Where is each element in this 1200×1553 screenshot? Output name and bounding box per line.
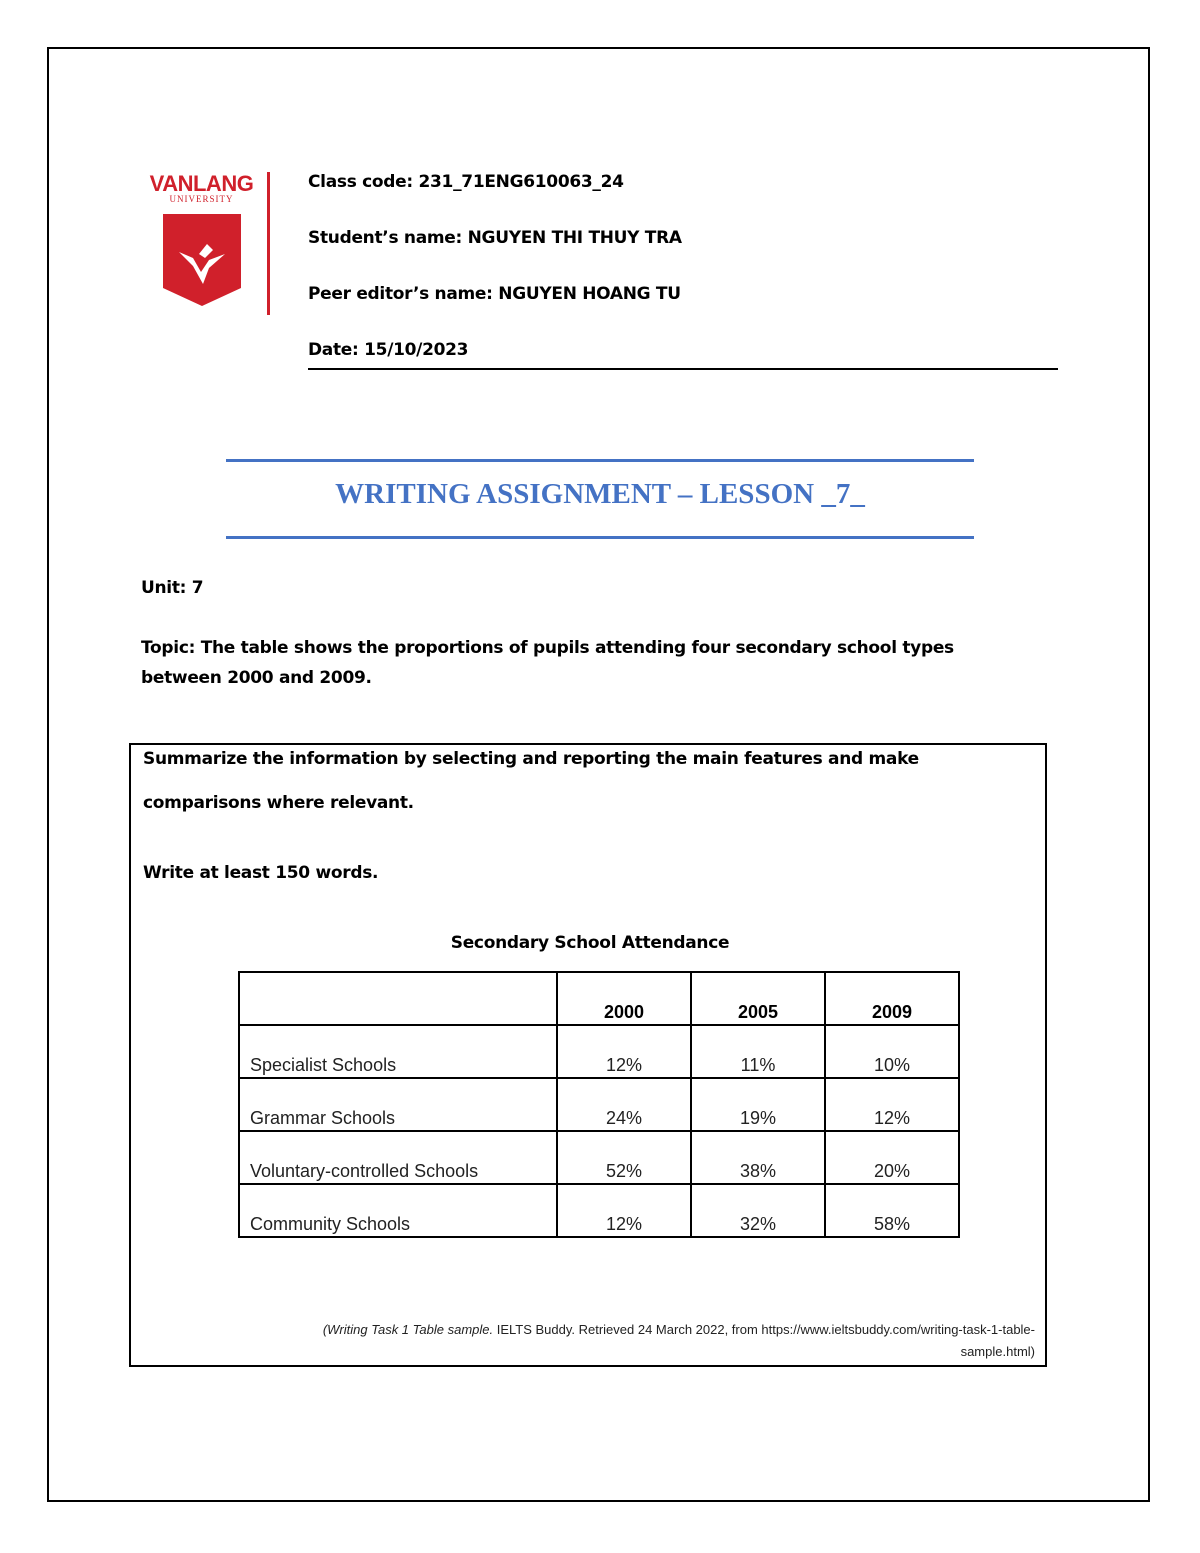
table-title: Secondary School Attendance: [450, 933, 730, 953]
column-header-2000: 2000: [557, 972, 691, 1025]
citation-title: (Writing Task 1 Table sample.: [322, 1322, 494, 1337]
row-label: Community Schools: [239, 1184, 557, 1237]
table-row: [239, 1131, 959, 1184]
table-cell: 10%: [825, 1025, 959, 1078]
task-word-count: Write at least 150 words.: [143, 863, 379, 883]
topic-text: Topic: The table shows the proportions of pupils attending four secondary school types between 2000 and 2009.: [141, 638, 954, 688]
table-cell: 12%: [557, 1184, 691, 1237]
logo-subtitle: UNIVERSITY: [169, 194, 234, 204]
attendance-table: [238, 971, 960, 1238]
table-cell: 32%: [691, 1184, 825, 1237]
table-header-row: [239, 972, 959, 1025]
table-cell: 24%: [557, 1078, 691, 1131]
column-header-2005: 2005: [691, 972, 825, 1025]
citation-source: IELTS Buddy. Retrieved 24 March 2022, from https://www.ieltsbuddy.com/writing-task-1-table-: [493, 1322, 1035, 1337]
citation-link-end: sample.html): [960, 1344, 1035, 1359]
title-rule-bottom: [226, 536, 974, 539]
table-corner-cell: [239, 972, 557, 1025]
column-header-2009: 2009: [825, 972, 959, 1025]
university-logo: [143, 172, 273, 317]
row-label: Grammar Schools: [239, 1078, 557, 1131]
table-cell: 12%: [557, 1025, 691, 1078]
task-instruction-line1: Summarize the information by selecting and reporting the main features and make: [143, 749, 919, 769]
table-cell: 38%: [691, 1131, 825, 1184]
date: Date: 15/10/2023: [308, 340, 469, 360]
logo-wordmark: VANLANG: [149, 171, 254, 196]
table-cell: 11%: [691, 1025, 825, 1078]
table-cell: 52%: [557, 1131, 691, 1184]
table-cell: 20%: [825, 1131, 959, 1184]
table-cell: 12%: [825, 1078, 959, 1131]
table-row: [239, 1078, 959, 1131]
logo-divider: [267, 172, 270, 315]
row-label: Specialist Schools: [239, 1025, 557, 1078]
student-name: Student’s name: NGUYEN THI THUY TRA: [308, 228, 682, 248]
task-instruction-line2: comparisons where relevant.: [143, 793, 414, 813]
page-title: WRITING ASSIGNMENT – LESSON _7_: [335, 478, 865, 510]
unit-label: Unit: 7: [141, 578, 204, 598]
table-row: [239, 1184, 959, 1237]
table-cell: 58%: [825, 1184, 959, 1237]
peer-editor-name: Peer editor’s name: NGUYEN HOANG TU: [308, 284, 681, 304]
table-row: [239, 1025, 959, 1078]
class-code: Class code: 231_71ENG610063_24: [308, 172, 624, 192]
citation: [155, 1319, 1035, 1363]
header-divider: [308, 368, 1058, 370]
row-label: Voluntary-controlled Schools: [239, 1131, 557, 1184]
shield-icon: [163, 214, 241, 306]
task-box: [129, 743, 1047, 1367]
table-cell: 19%: [691, 1078, 825, 1131]
title-rule-top: [226, 459, 974, 462]
